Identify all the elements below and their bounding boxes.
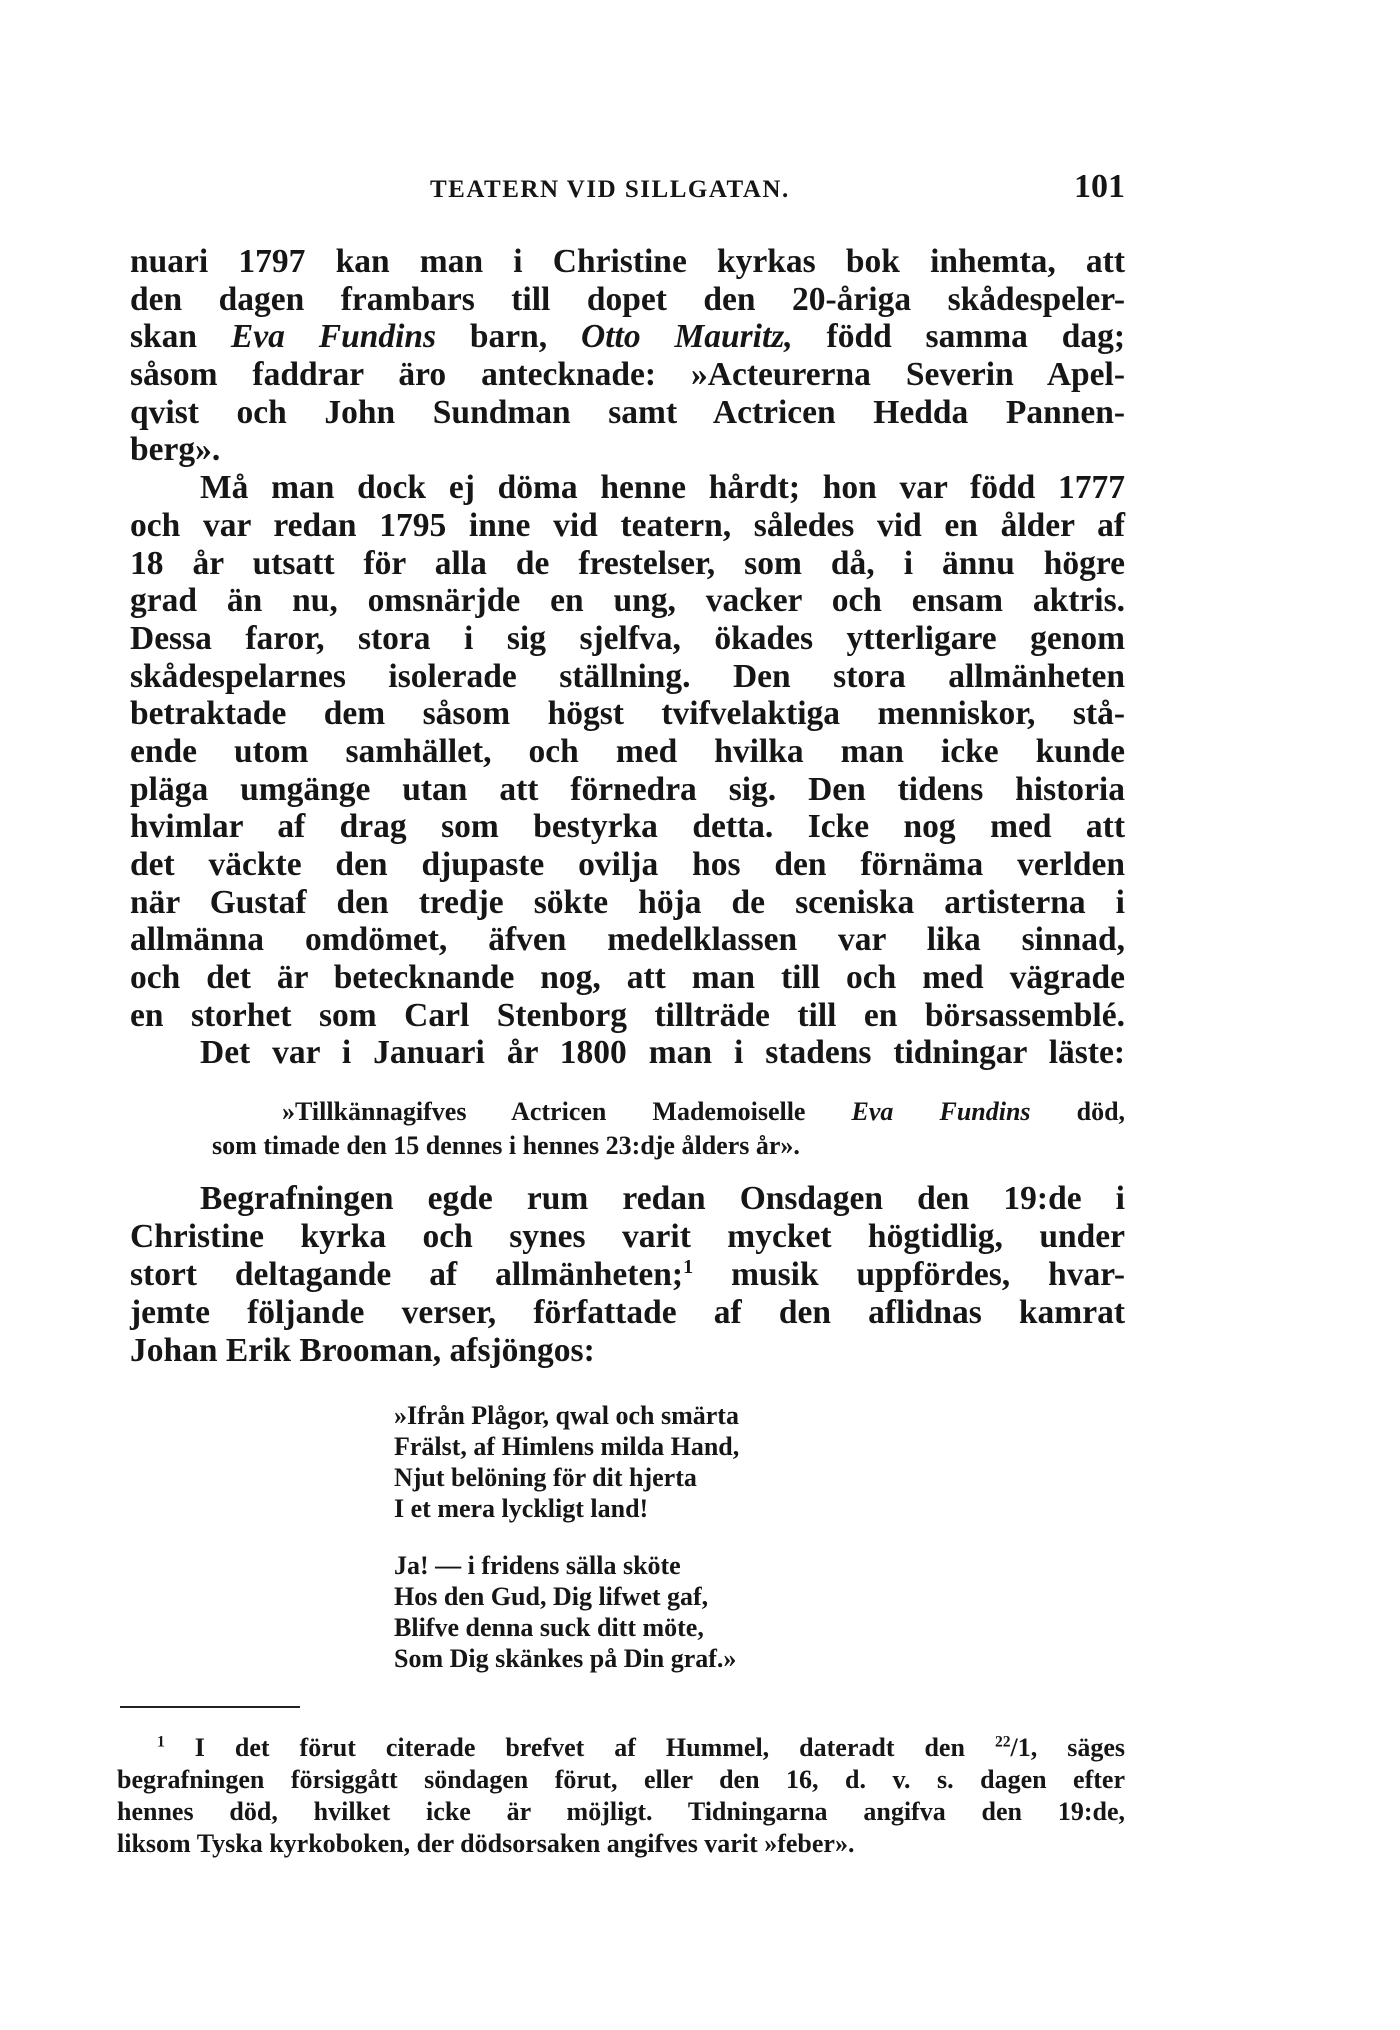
footnote-ref: 1 — [683, 1255, 694, 1278]
footnote-line: begrafningen försiggått söndagen förut, eller den 16, d. v. s. dagen efter — [117, 1765, 1125, 1794]
text-line: och det är betecknande nog, att man till och med vägrade — [130, 959, 1125, 997]
text-line — [130, 318, 1125, 356]
main-text-continued — [130, 1180, 1125, 1370]
text-line: jemte följande verser, författade af den aflidnas kamrat — [130, 1294, 1125, 1331]
text-line: Dessa faror, stora i sig sjelfva, ökades ytterligare genom — [130, 619, 1125, 657]
text-line: qvist och John Sundman samt Actricen Hedda Pannen- — [130, 393, 1125, 431]
running-title: TEATERN VID SILLGATAN. — [430, 176, 790, 203]
date-superscript: 22 — [994, 1733, 1011, 1751]
page-header — [130, 168, 1125, 212]
text-line: 18 år utsatt för alla de frestelser, som då, i ännu högre — [130, 544, 1125, 582]
poem-line: Blifve denna suck ditt möte, — [394, 1613, 704, 1642]
text-fragment: I det förut citerade brefvet af Hummel, dateradt den — [194, 1733, 965, 1762]
text-fragment: stort deltagande af allmänheten; — [130, 1256, 684, 1293]
text-fragment: barn, — [469, 318, 548, 356]
stanza-gap — [394, 1524, 739, 1550]
poem-line: Njut belöning för dit hjerta — [394, 1463, 697, 1492]
page-number: 101 — [1074, 168, 1125, 205]
text-line: Må man dock ej döma henne hårdt; hon var född 1777 — [200, 469, 1125, 507]
text-line: en storhet som Carl Stenborg tillträde till en börsassemblé. — [130, 996, 1125, 1034]
text-fragment: musik uppfördes, hvar- — [693, 1256, 1125, 1293]
text-line: det väckte den djupaste ovilja hos den förnäma verlden — [130, 846, 1125, 883]
text-line: berg». — [130, 431, 221, 469]
poem — [394, 1400, 739, 1674]
text-fragment: död, — [1076, 1097, 1126, 1126]
text-line: grad än nu, omsnärjde en ung, vacker och ensam aktris. — [130, 582, 1125, 620]
newspaper-quote — [212, 1095, 1125, 1163]
quote-line: som timade den 15 dennes i hennes 23:dje ålders år». — [212, 1131, 800, 1160]
text-line: Det var i Januari år 1800 man i stadens tidningar läste: — [200, 1034, 1125, 1072]
text-line: ende utom samhället, och med hvilka man icke kunde — [130, 732, 1125, 770]
main-text — [130, 243, 1125, 1072]
footnote-line — [117, 1732, 1125, 1764]
text-line — [130, 1256, 1125, 1294]
text-line: Johan Erik Brooman, afsjöngos: — [130, 1332, 595, 1369]
text-line: såsom faddrar äro antecknade: »Acteurerna Severin Apel- — [130, 356, 1125, 394]
poem-line: »Ifrån Plågor, qwal och smärta — [394, 1401, 739, 1430]
poem-line: I et mera lyckligt land! — [394, 1494, 649, 1523]
text-fragment: skan — [130, 318, 198, 356]
poem-line: Ja! — i fridens sälla sköte — [394, 1551, 681, 1580]
text-line: skådespelarnes isolerade ställning. Den stora allmänheten — [130, 657, 1125, 695]
poem-line: Frälst, af Himlens milda Hand, — [394, 1432, 740, 1461]
text-fragment: »Tillkännagifves Actricen Mademoiselle — [282, 1097, 806, 1126]
text-line: pläga umgänge utan att förnedra sig. Den tidens historia — [130, 770, 1125, 808]
poem-line: Hos den Gud, Dig lifwet gaf, — [394, 1582, 709, 1611]
footnote-marker: 1 — [157, 1733, 165, 1751]
footnote-line: liksom Tyska kyrkoboken, der dödsorsaken angifves varit »feber». — [117, 1829, 855, 1858]
text-line: hvimlar af drag som bestyrka detta. Icke nog med att — [130, 808, 1125, 846]
text-line: när Gustaf den tredje sökte höja de sceniska artisterna i — [130, 883, 1125, 921]
text-line: allmänna omdömet, äfven medelklassen var lika sinnad, — [130, 921, 1125, 959]
footnote — [117, 1732, 1125, 1860]
text-line: Christine kyrka och synes varit mycket högtidlig, under — [130, 1218, 1125, 1255]
text-fragment: född samma dag; — [826, 318, 1126, 356]
name-eva-fundins: Eva Fundins — [230, 318, 437, 356]
quote-line — [212, 1095, 1125, 1129]
text-line: den dagen frambars till dopet den 20-åriga skådespeler- — [130, 280, 1125, 318]
footnote-rule — [120, 1706, 300, 1708]
text-line: Begrafningen egde rum redan Onsdagen den 19:de i — [200, 1180, 1125, 1217]
text-line: betraktade dem såsom högst tvifvelaktiga menniskor, stå- — [130, 695, 1125, 733]
text-fragment: /1, säges — [1010, 1733, 1126, 1762]
name-otto-mauritz: Otto Mauritz, — [581, 318, 793, 356]
name-eva-fundins: Eva Fundins — [851, 1097, 1031, 1126]
poem-line: Som Dig skänkes på Din graf.» — [394, 1644, 737, 1673]
footnote-line: hennes död, hvilket icke är möjligt. Tidningarna angifva den 19:de, — [117, 1797, 1125, 1826]
text-line: och var redan 1795 inne vid teatern, således vid en ålder af — [130, 506, 1125, 544]
text-line: nuari 1797 kan man i Christine kyrkas bok inhemta, att — [130, 243, 1125, 280]
